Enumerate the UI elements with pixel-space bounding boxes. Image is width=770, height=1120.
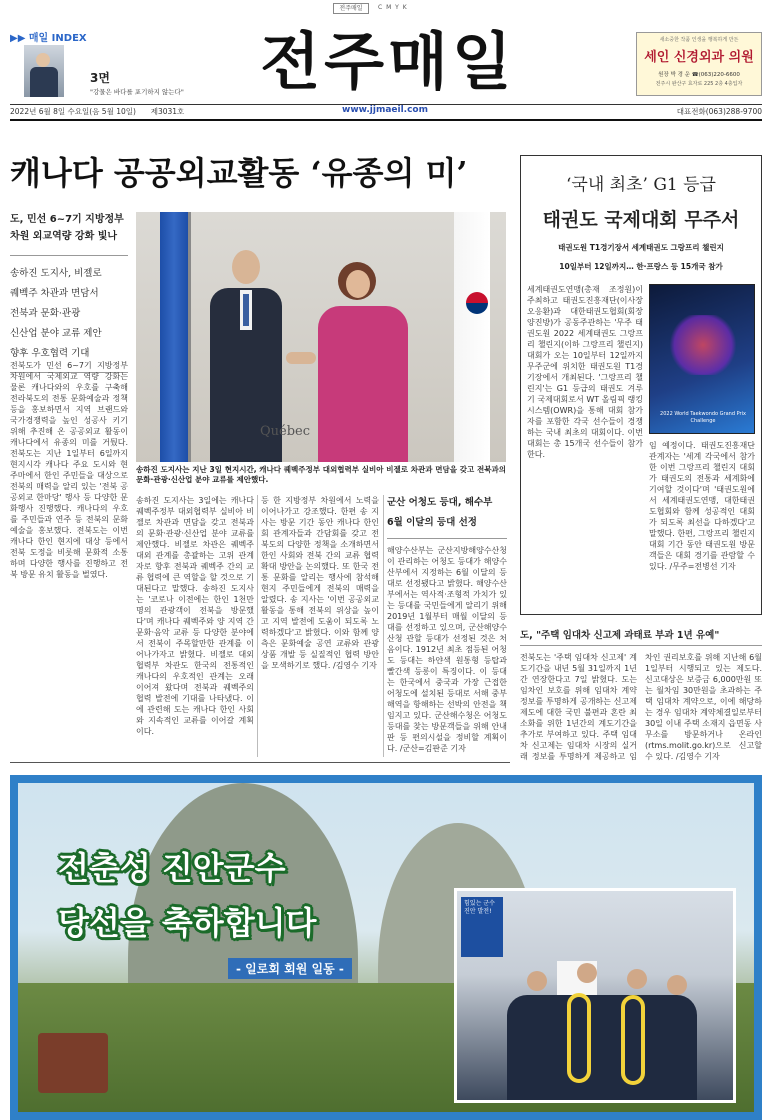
quebec-sign: Québec: [260, 424, 311, 439]
story2[interactable]: [387, 495, 507, 765]
story2-body: 해양수산부는 군산지방해양수산청이 관리하는 어청도 등대가 해양수산부에서 지정하는 6월 이달의 등대로 선정됐다고 밝혔다. 해양수산부에서는 역사적·조형적 가치가 있는 등대를 국민들에게 알리기 위해 2019년 1월부터 매월 이달의 등대를 선정하고 있으며, 군산해양수산청 관할 등대가 선정된 것은 처음이다. 1912년 최초 점등된 어청도 등대는 하얀색 원통형 등탑과 빨간색 등롱이 특징이다. 이 등대는 한국에서 중국과 가장 근접한 어청도에 설치된 등대로 서해 중부 해역을 항해하는 선박의 안전을 책임지고 있다. 군산해수청은 어청도 등대를 찾는 방문객들을 위해 안내판 등 편의시설을 정비할 계획이다. /군산=김판준 기자: [387, 546, 507, 753]
index-label: ▶▶ 매일 INDEX: [10, 33, 87, 44]
story3-body: 전북도는 '주택 임대차 신고제' 계도기간을 내년 5월 31일까지 1년간 연장한다고 7일 밝혔다. 도는 임차인 보호를 위해 임대차 계약 정보를 투명하게 공개하는 신고제 제도에 대한 국민 불편과 혼란 최소화를 위한 1년간의 계도기간을 추가로 부여하고 있다. 주택 임대차 신고제는 임대차 시장의 실거래 정보를 투명하게 제공하고 임차인 권리보호를 위해 지난해 6월 1일부터 시행되고 있는 제도다. 신고대상은 보증금 6,000만원 또는 월차임 30만원을 초과하는 주택 임대차 계약으로, 이에 해당하는 경우 임대차 계약체결일로부터 30일 이내 주택 소재지 읍면동 사무소를 방문하거나 온라인(rtms.molit.go.kr)으로 신고할 수 있다. /김영수 기자: [520, 653, 762, 761]
right-sub2: 10일부터 12일까지… 한·프랑스 등 15개국 참가: [559, 262, 723, 271]
right-poster: [649, 284, 755, 434]
korea-flag: [454, 212, 490, 462]
site-url[interactable]: www.jjmaeil.com: [342, 105, 428, 115]
col-rule: [257, 495, 258, 757]
main-phone: 대표전화(063)288-9700: [676, 107, 762, 116]
right-kicker: ‘국내 최초’ G1 등급: [566, 175, 716, 195]
congrats-line1: 전춘성 진안군수: [58, 849, 286, 887]
right-headline: 태권도 국제대회 무주서: [542, 209, 740, 231]
congrats-sponsor: - 일로회 회원 일동 -: [228, 958, 352, 979]
top-ad-tagline: 새소중한 작품 인생을 행복하게 만든: [659, 37, 739, 43]
cmyk-mark: C M Y K: [378, 4, 408, 11]
story2-headline-1: 군산 어청도 등대, 해수부: [387, 497, 493, 508]
taegeuk-icon: [466, 292, 488, 314]
lead-col2-body: 송하진 도지사는 3일에는 캐나다 퀘벡주정부 대외협력부 실비아 비젤로 차관과 면담을 갖고 전북과의 문화·관광·신산업 분야 교류를 제안했다. 비젤로 차관은 퀘벡주 대외 관계를 총괄하는 고위 관계자로 향후 전북과 퀘벡주 간의 교류 협력에 큰 역할을 할 것으로 기대된다고 말했다. 송하진 도지사는 '코로나 이전에는 한인 1천만 명의 관광객이 전북을 방문했다'며 캐나다 퀘벡주와 양 지역 간 문화·음악 교류 등 다양한 분야에서 전북이 주목할만한 관계를 이어나가자고 밝혔다. 비젤로 대외협력부 차관도 한국의 전통적인 캐나다의 우호적인 관계는 오래 이어져 왔다며 전북과 퀘벡주의 협력 발전에 기대를 나타냈다. 이에 관련해 도는 캐나다 한인 사회와 지속적인 교류를 이어갈 계획이다.: [136, 496, 254, 736]
col-rule: [383, 495, 384, 757]
right-sub1: 태권도원 T1경기장서 세계태권도 그랑프리 챌린지: [558, 243, 724, 252]
flagpole: [188, 212, 191, 462]
top-ad[interactable]: [636, 32, 762, 96]
lead-point: 전북과 문화·관광: [10, 308, 81, 319]
campaign-sign: 힘있는 군수 진안 발전!: [461, 897, 503, 957]
masthead-rule-bottom: [10, 119, 762, 121]
lead-photo: [136, 212, 506, 462]
lead-col1-body: 전북도가 민선 6~7기 지방정부 차원에서 국제외교 역량 강화는 물론 캐나다와의 우호를 구축해 전라북도의 전통 문화예술과 정책 등을 홍보하면서 지역 브랜드와 국가경쟁력을 높인 성공사 키기 위해 추진해 온 공공외교 활동이 캐나다에서 유종의 미를 거뒀다. 전북도는 지난 1일부터 6일까지 현지시각 캐나다 주요 도시와 현주마에서 한인 주민들을 대상으로 전북의 매력을 알리 있는 '전북 공공외교 한마당' 행사 등 다양한 문화행사 진행했다. 캐나다의 우호를 주민들과 연주 등 전북의 문화 예술을 홍보했다. 전북도는 이번 캐나다 한인 현지에 대상 등에서 전북 도정을 비롯해 문화적 소통하며 다양한 행사를 진행하고 전북 방문 유치 활동을 벌였다.: [10, 361, 128, 579]
victory-photo: [454, 888, 736, 1103]
issue-date: 2022년 6월 8일 수요일(음 5월 10일): [10, 107, 136, 116]
congrats-line2: 당선을 축하합니다: [58, 904, 317, 942]
right-feature[interactable]: [520, 155, 762, 615]
top-ad-brand: 세인 신경외과 의원: [644, 50, 754, 65]
handshake: [286, 352, 316, 364]
issue-number: 제3031호: [150, 107, 185, 116]
congrats-banner[interactable]: [10, 775, 762, 1120]
lead-point: 송하진 도지사, 비젤로: [10, 268, 102, 279]
lead-photo-caption: 송하진 도지사는 지난 3일 현지시간, 캐나다 퀘벡주정부 대외협력부 실비아 비젤로 차관과 면담을 갖고 전북과의 문화·관광·신산업 분야 교류를 제안했다.: [136, 465, 506, 484]
right-body-left: 세계태권도연맹(총재 조정원)이 주최하고 태권도진흥재단(이사장 오응환)과 대한태권도협회(회장 양진방)가 공동주관하는 '무주 태권도원 2022 세계태권도 그랑프리 챌린지(이하 그랑프리 챌린지) 대회가 오는 10일부터 12일까지 무주군에 위치한 태권도원 T1경기장에서 개최된다. '그랑프리 챌린지'는 G1 등급의 태권도 겨루기 국제대회로서 WT 올림픽 랭킹시스템(OWR)을 통해 대회 참가자를 포함한 각국 선수들이 경쟁하는 국내 최초의 대회이다. 이번 대회는 총 15개국 선수들이 참가한다.: [527, 285, 643, 459]
lead-sub1: 도, 민선 6~7기 지방정부: [10, 214, 124, 225]
flower-garland: [621, 995, 645, 1085]
index-photo: [24, 45, 64, 97]
lead-point: 퀘벡주 차관과 면담서: [10, 288, 99, 299]
story3-headline[interactable]: 도, "주택 임대차 신고제 과태료 부과 1년 유예": [520, 630, 720, 641]
lead-subheads: [10, 211, 128, 373]
quebec-flag: [160, 212, 188, 462]
top-ad-phone: 원장 박 경 운 ☎(063)220-6600: [658, 72, 740, 78]
index-arrow-icon: ▶▶: [10, 33, 26, 44]
right-poster-text: 2022 World Taekwondo Grand Prix Challenge: [660, 411, 746, 424]
top-ad-address: 전주시 완산구 효자로 225 2층 4층입자: [655, 81, 743, 87]
index-page: 3면: [90, 71, 110, 85]
pavilion: [38, 1033, 108, 1093]
flower-garland: [567, 993, 591, 1083]
dateline: [10, 106, 184, 117]
lead-col3-body: 등 한 지방정부 차원에서 노력을 이어나가고 강조했다. 한편 송 지사는 방문 기간 동안 캐나다 한인회 관계자들과 간담회를 갖고 전북도의 다양한 정책을 소개하면서 한인 사회와 전북 간의 교류 협력 확대 방안을 논의했다. 또 한국 전통 문화를 알리는 행사에 참석해 현지 주민들에게 전북의 매력을 알렸다. 송 지사는 '이번 공공외교 활동을 통해 전북의 위상을 높이고 지역 발전에 도움이 되도록 노력하겠다'고 밝혔다. 이와 함께 양측은 문화예술 공연 교류와 관광 상품 개발 등 실질적인 협력 방안을 모색하기로 했다. /김영수 기자: [261, 496, 379, 670]
woman-jacket: [318, 306, 408, 462]
index-block: [10, 29, 184, 105]
lead-bottom-rule: [10, 762, 510, 763]
lead-point: 신산업 분야 교류 제안: [10, 328, 102, 339]
lead-headline[interactable]: 캐나다 공공외교활동 ‘유종의 미’: [10, 154, 468, 192]
mini-paper-mark: 전주매일: [333, 3, 369, 14]
story3-rule: [520, 645, 762, 646]
man-head: [232, 250, 260, 284]
story2-headline-2: 6월 이달의 등대 선정: [387, 517, 477, 528]
lead-point: 향후 우호협력 기대: [10, 348, 90, 359]
masthead-logo: 전주매일: [260, 25, 516, 98]
lead-sub2: 차원 외교역량 강화 빛나: [10, 231, 118, 242]
right-body-right: 임 예정이다. 태권도진흥재단 관계자는 '세계 각국에서 참가한 이번 그랑프리 챌린지 대회가 태권도의 전통과 세계화에 기여할 것이다'며 '태권도원에서 세계태권도연맹, 대한태권도협회와 함께 성공적인 대회가 되도록 최선을 다하겠다'고 말했다. 한편, 그랑프리 챌린지 대회 기간 동안 태권도원 방문객들은 대회 경기를 관람할 수 있다. /무주=전병선 기자: [649, 441, 755, 571]
index-teaser: "강물은 바다를 포기하지 않는다": [90, 88, 184, 96]
